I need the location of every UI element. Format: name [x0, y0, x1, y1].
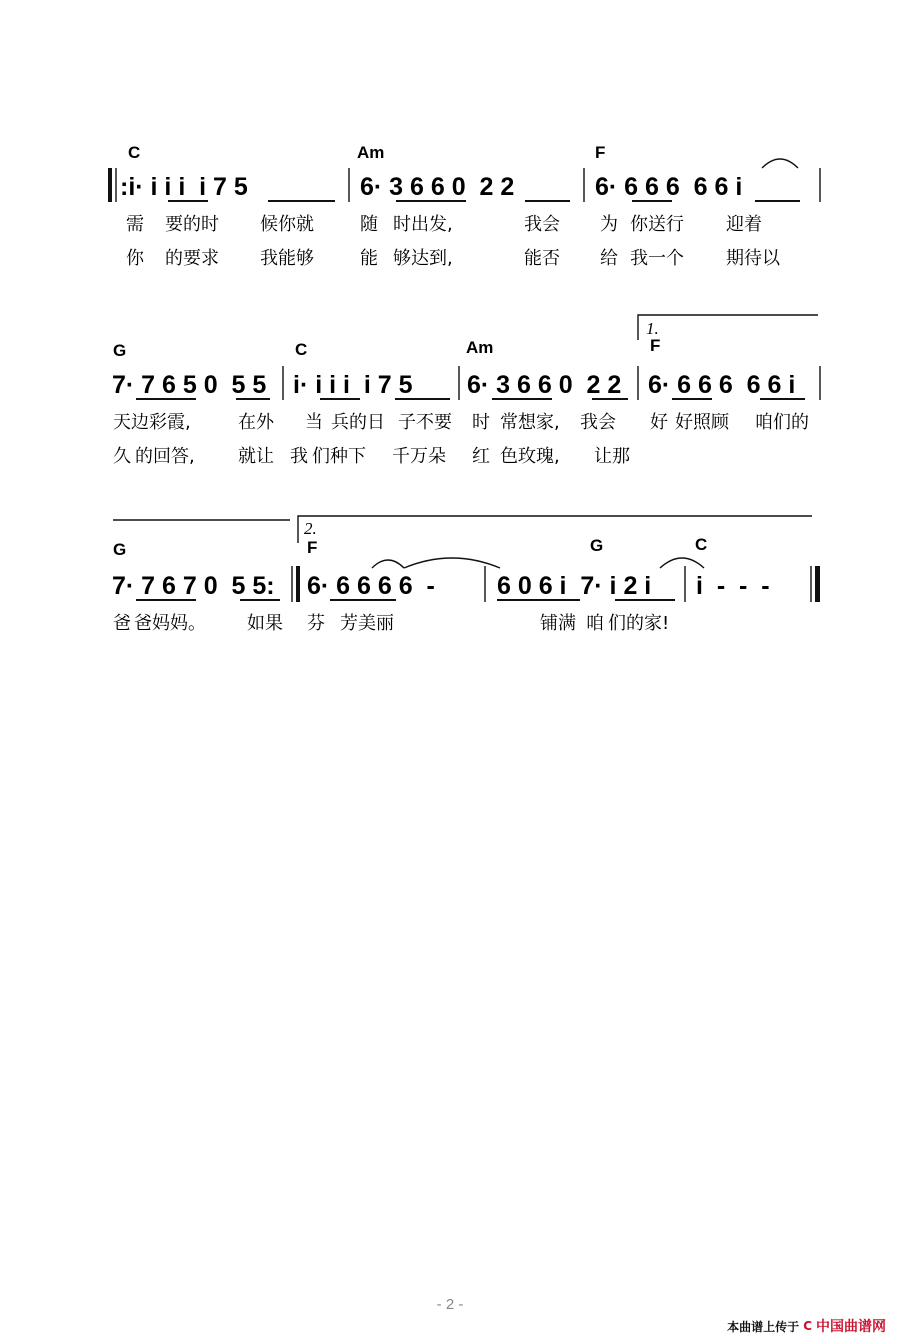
lyric-line-1: 天边彩霞, 在外 当 兵的日 子不要 时 常想家, 我会 好 好照顾 咱们的 [113, 412, 809, 433]
system-3 [112, 516, 820, 634]
chord-symbol: C [695, 535, 708, 554]
tie [660, 558, 704, 568]
chord-symbol: Am [357, 143, 385, 162]
ending-label: 2. [304, 519, 317, 538]
measure-notation: :i· i i i i 7 5 [120, 173, 248, 201]
measure-notation: 6· 3 6 6 0 2 2 [467, 371, 622, 399]
lyric-line-1: 需 要的时 候你就 随 时出发, 我会 为 你送行 迎着 [126, 214, 762, 235]
site-logo-icon: C [803, 1319, 812, 1333]
lyric-line-1: 爸 爸妈妈。 如果 芬 芳美丽 铺满 咱 们的家! [113, 613, 670, 634]
chord-symbol: C [128, 143, 141, 162]
lyric-line-2: 你 的要求 我能够 能 够达到, 能否 给 我一个 期待以 [126, 248, 780, 269]
measure-notation: 6· 3 6 6 0 2 2 [360, 173, 515, 201]
system-1 [108, 143, 820, 269]
system-2 [112, 315, 820, 467]
page-number: - 2 - [436, 1296, 464, 1313]
chord-symbol: F [650, 336, 661, 355]
site-logo-text: 中国曲谱网 [816, 1319, 886, 1335]
measure-notation: 7· 7 6 7 0 5 5: [112, 572, 275, 600]
chord-symbol: F [595, 143, 606, 162]
start-repeat-barline [108, 168, 112, 202]
chord-symbol: C [295, 340, 308, 359]
ending-label: 1. [646, 319, 659, 338]
slur [762, 159, 798, 168]
measure-notation: 6 0 6 i 7· i 2 i [497, 572, 652, 600]
chord-symbol: Am [466, 338, 494, 357]
lyric-line-2: 久 的回答, 就让 我 们种下 千万朵 红 色玫瑰, 让那 [113, 446, 630, 467]
measure-notation: 6· 6 6 6 6 6 i [648, 371, 796, 399]
chord-symbol: F [307, 538, 318, 557]
chord-symbol: G [590, 536, 604, 555]
measure-notation: 7· 7 6 5 0 5 5 [112, 371, 267, 399]
footer-upload-text: 本曲谱上传于 [727, 1319, 800, 1334]
measure-notation: i - - - [696, 572, 770, 600]
chord-symbol: G [113, 540, 127, 559]
measure-notation: 6· 6 6 6 6 6 i [595, 173, 743, 201]
measure-notation: 6· 6 6 6 6 - [307, 572, 435, 600]
chord-symbol: G [113, 341, 127, 360]
first-ending-bracket [638, 315, 818, 340]
footer-watermark [727, 1316, 886, 1336]
second-ending-bracket [298, 516, 812, 543]
measure-notation: i· i i i i 7 5 [293, 371, 413, 399]
tie [372, 560, 404, 568]
